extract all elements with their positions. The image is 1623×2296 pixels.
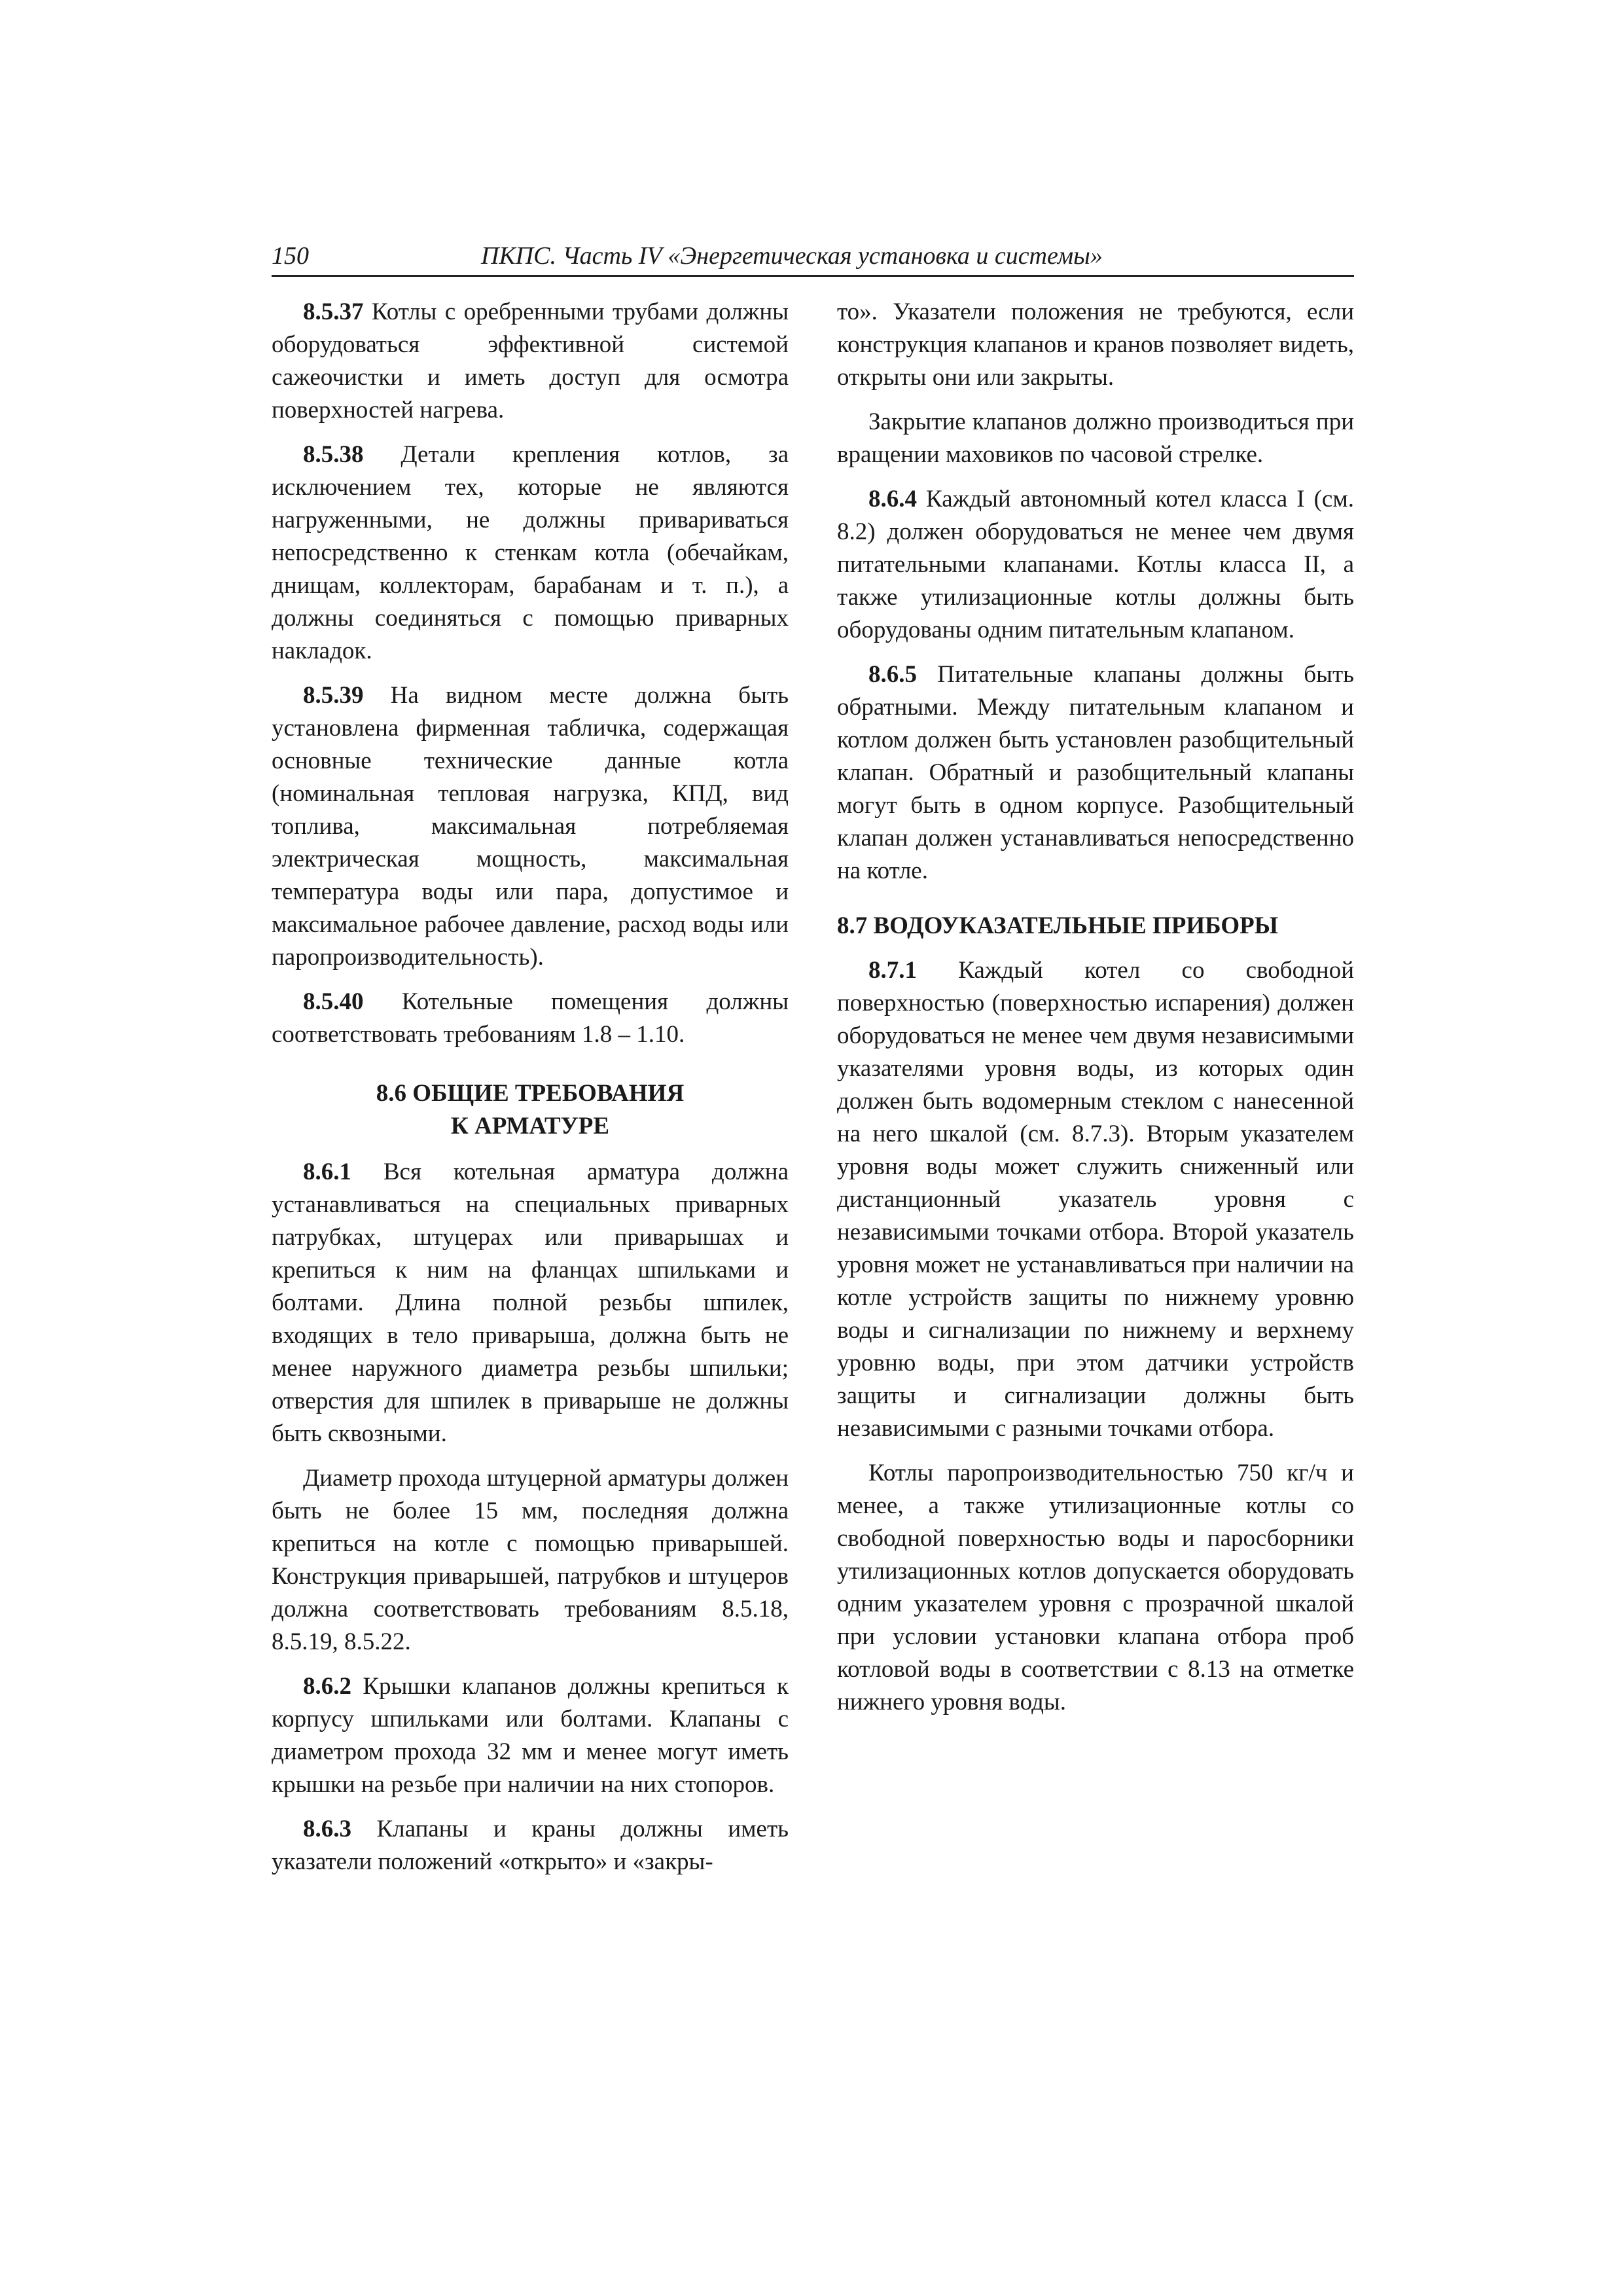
clause-text: Питательные клапаны должны быть обратными. Между питательным клапаном и котлом должен быть установлен разобщительный клапан. Обратный и разобщительный клапаны могут быть в одном корпусе. Разобщительный клапан должен устанавливаться непосредственно на котле. (837, 661, 1354, 884)
right-column (837, 296, 1354, 1731)
clause-number: 8.6.4 (868, 486, 917, 512)
paragraph-8-6-4 (837, 483, 1354, 647)
clause-number: 8.6.1 (303, 1158, 351, 1185)
clause-text: Крышки клапанов должны крепиться к корпусу шпильками или болтами. Клапаны с диаметром прохода 32 мм и менее могут иметь крышки на резьбе при наличии на них стопоров. (272, 1673, 789, 1798)
clause-number: 8.6.2 (303, 1673, 351, 1700)
paragraph-8-6-3 (272, 1813, 789, 1878)
paragraph-8-6-2 (272, 1670, 789, 1801)
heading-line: К АРМАТУРЕ (450, 1113, 610, 1139)
clause-number: 8.6.5 (868, 661, 917, 688)
paragraph-8-7-1 (837, 954, 1354, 1445)
clause-text: Котлы с оребренными трубами должны оборудоваться эффективной системой сажеочистки и иметь доступ для осмотра поверхностей нагрева. (272, 298, 789, 423)
paragraph-8-5-39 (272, 679, 789, 974)
clause-text: Каждый котел со свободной поверхностью (поверхностью испарения) должен оборудоваться не менее чем двумя независимыми указателями уровня воды, из которых один должен быть водомерным стеклом с нанесенной на него шкалой (см. 8.7.3). Вторым указателем уровня воды может служить сниженный или дистанционный указатель уровня с независимыми точками отбора. Второй указатель уровня может не устанавливаться при наличии на котле устройств защиты по нижнему уровню воды и сигнализации по нижнему и верхнему уровню воды, при этом датчики устройств защиты и сигнализации должны быть независимыми с разными точками отбора. (837, 957, 1354, 1442)
paragraph-8-6-3-closing: Закрытие клапанов должно производиться при вращении маховиков по часовой стрелке. (837, 408, 1354, 468)
section-heading-8-7: 8.7 ВОДОУКАЗАТЕЛЬНЫЕ ПРИБОРЫ (837, 912, 1279, 939)
paragraph-8-5-38 (272, 439, 789, 668)
page-header (272, 241, 1354, 277)
paragraph-8-7-1-continued: Котлы паропроизводительностью 750 кг/ч и менее, а также утилизационные котлы со свободной поверхностью воды и паросборники утилизационных котлов допускается оборудовать одним указателем уровня с прозрачной шкалой при условии установки клапана отбора проб котловой воды в соответствии с 8.13 на отметке нижнего уровня воды. (837, 1460, 1354, 1715)
clause-text: Котельные помещения должны соответствовать требованиям 1.8 – 1.10. (272, 988, 789, 1048)
page-number: 150 (272, 242, 309, 270)
clause-number: 8.7.1 (868, 957, 917, 984)
clause-text: Детали крепления котлов, за исключением тех, которые не являются нагруженными, не должны привариваться непосредственно к стенкам котла (обечайкам, днищам, коллекторам, барабанам и т. п.), а должны соединяться с помощью приварных накладок. (272, 441, 789, 664)
paragraph-8-5-37 (272, 296, 789, 427)
heading-line: 8.6 ОБЩИЕ ТРЕБОВАНИЯ (376, 1080, 685, 1107)
clause-text: Каждый автономный котел класса I (см. 8.2) должен оборудоваться не менее чем двумя питательными клапанами. Котлы класса II, а также утилизационные котлы должны быть оборудованы одним питательным клапаном. (837, 486, 1354, 643)
paragraph-8-5-40 (272, 986, 789, 1051)
clause-text: Вся котельная арматура должна устанавливаться на специальных приварных патрубках, штуцерах или приварышах и крепиться к ним на фланцах шпильками и болтами. Длина полной резьбы шпилек, входящих в тело приварыша, должна быть не менее наружного диаметра резьбы шпильки; отверстия для шпилек в приварыше не должны быть сквозными. (272, 1158, 789, 1447)
paragraph-8-6-5 (837, 658, 1354, 888)
section-heading-8-6 (272, 1077, 789, 1143)
clause-number: 8.6.3 (303, 1816, 351, 1842)
left-column (272, 296, 789, 1890)
clause-number: 8.5.40 (303, 988, 364, 1015)
clause-text: Клапаны и краны должны иметь указатели положений «открыто» и «закры- (272, 1816, 789, 1875)
clause-text: На видном месте должна быть установлена фирменная табличка, содержащая основные технические данные котла (номинальная тепловая нагрузка, КПД, вид топлива, максимальная потребляемая электрическая мощность, максимальная температура воды или пара, допустимое и максимальное рабочее давление, расход воды или паропроизводительность). (272, 682, 789, 971)
clause-number: 8.5.39 (303, 682, 364, 709)
paragraph-8-6-3-continued: то». Указатели положения не требуются, если конструкция клапанов и кранов позволяет видеть, открыты они или закрыты. (837, 298, 1354, 391)
clause-number: 8.5.37 (303, 298, 364, 325)
running-title: ПКПС. Часть IV «Энергетическая установка и системы» (481, 242, 1103, 270)
paragraph-8-6-1 (272, 1156, 789, 1450)
clause-number: 8.5.38 (303, 441, 364, 468)
paragraph-8-6-1-continued: Диаметр прохода штуцерной арматуры должен быть не более 15 мм, последняя должна крепиться на котле с помощью приварышей. Конструкция приварышей, патрубков и штуцеров должна соответствовать требованиям 8.5.18, 8.5.19, 8.5.22. (272, 1465, 789, 1655)
